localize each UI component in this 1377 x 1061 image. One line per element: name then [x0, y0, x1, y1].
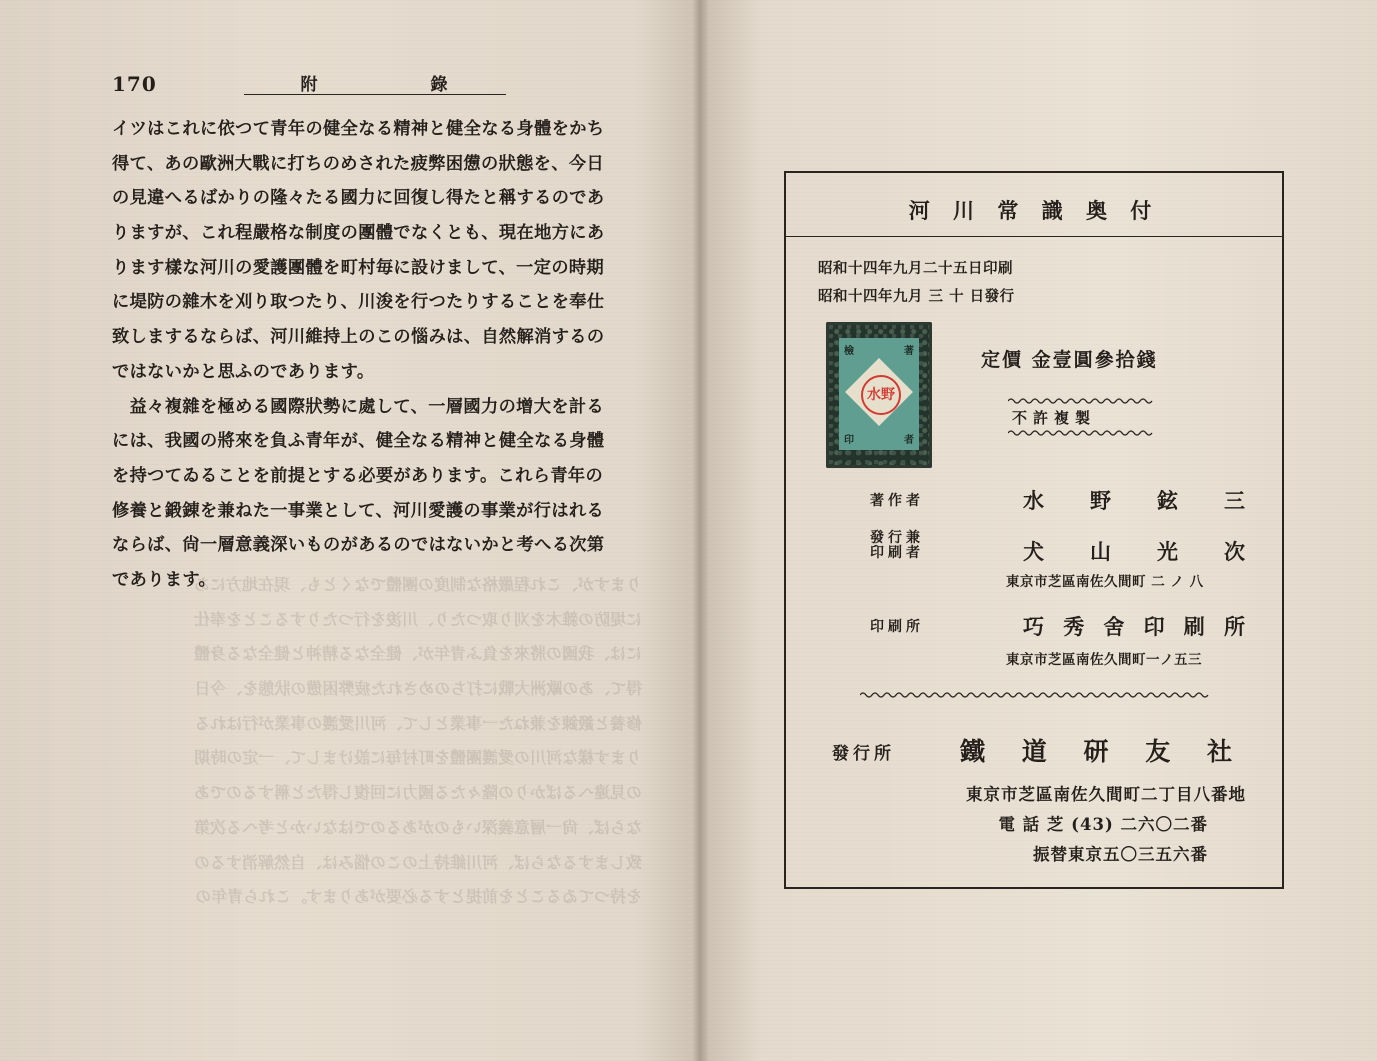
stamp-corner-char: 印 — [844, 435, 854, 446]
wave-rule-bottom — [1008, 429, 1154, 437]
no-reprint-notice: 不許複製 — [1012, 409, 1097, 427]
stamp-corner-char: 著 — [904, 346, 914, 357]
ghost-line: の見違へるばかりの隆々たる國力に回復し得たと稱するのであ — [193, 783, 642, 803]
publisher-printer-name — [1023, 536, 1245, 566]
name-char: 鐵 — [960, 737, 986, 766]
running-title — [244, 70, 504, 95]
author-seal: 水野 — [861, 375, 901, 415]
ghost-line: りますが、これ程嚴格な制度の團體でなくとも、現在地方にあ — [193, 575, 642, 594]
text-line: であります。 — [112, 569, 217, 590]
wave-rule-divider — [860, 691, 1214, 699]
name-char: 印 — [1143, 614, 1165, 639]
name-char: 道 — [1021, 737, 1047, 766]
text-line: の見違へるばかりの隆々たる國力に回復し得たと稱するのであ — [112, 188, 605, 209]
ghost-line: ります樣な河川の愛護團體を町村毎に設けまして、一定の時期 — [194, 748, 642, 768]
publishing-house-phone: 電 話 芝 (43) 二六〇二番 — [998, 815, 1208, 834]
text-line: ではないかと思ふのであります。 — [112, 361, 375, 382]
text-line: に堤防の雜木を刈り取つたり、川浚を行つたりすることを奉仕 — [112, 292, 605, 313]
colophon-title: 河 川 常 識 奥 付 — [908, 198, 1160, 223]
text-line: ります樣な河川の愛護團體を町村毎に設けまして、一定の時期 — [112, 257, 605, 278]
ghost-line: を持つてゐることを前提とする必要があります。これら青年の — [195, 887, 642, 907]
name-char: 秀 — [1063, 614, 1085, 639]
printing-house-role: 印刷所 — [870, 619, 924, 635]
name-char: 巧 — [1023, 614, 1044, 639]
role-line: 發行兼 — [870, 530, 924, 546]
stamp-corner-char: 檢 — [844, 346, 854, 357]
name-char: 次 — [1224, 539, 1245, 564]
name-char: 社 — [1206, 737, 1232, 766]
name-char: 舍 — [1103, 614, 1125, 639]
publishing-house-role: 發行所 — [832, 744, 895, 764]
publishing-house-address: 東京市芝區南佐久間町二丁目八番地 — [966, 785, 1246, 804]
stamp-field — [839, 338, 919, 450]
text-line: ならば、尙一層意義深いものがあるのではないかと考へる次第 — [112, 535, 605, 556]
printing-house-name — [1023, 611, 1245, 641]
body-text — [112, 112, 642, 598]
name-char: 友 — [1145, 737, 1171, 766]
ghost-line: 致しまするならば、河川維持上のこの惱みは、自然解消するの — [193, 852, 642, 872]
name-char: 水 — [1023, 488, 1044, 513]
ghost-line: 得て、あの歐洲大戰に打ちのめされた疲弊困憊の狀態を、今日 — [194, 679, 642, 699]
name-char: 光 — [1157, 539, 1178, 564]
ghost-line: には、我國の將來を負ふ青年が、健全なる精神と健全なる身體 — [193, 644, 642, 664]
ghost-line: ならば、尙一層意義深いものがあるのではないかと考へる次第 — [193, 817, 642, 837]
book-gutter — [692, 0, 708, 1061]
running-title-char: 附 — [300, 75, 318, 95]
text-line: イツはこれに依つて青年の健全なる精神と健全なる身體をかち — [112, 119, 605, 139]
text-line: 益々複雜を極める國際狀勢に處して、一層國力の增大を計る — [112, 396, 605, 417]
publishing-house-name — [960, 732, 1232, 768]
price: 定價 金壹圓參拾錢 — [981, 349, 1158, 371]
author-role: 著作者 — [870, 493, 924, 509]
title-rule — [786, 236, 1282, 237]
ghost-line: に堤防の雜木を刈り取つたり、川浚を行つたりすることを奉仕 — [193, 609, 642, 629]
stamp-corner-char: 者 — [904, 435, 914, 446]
text-line: 得て、あの歐洲大戰に打ちのめされた疲弊困憊の狀態を、今日 — [112, 153, 605, 174]
name-char: 三 — [1224, 488, 1245, 513]
ghost-line: 修養と鍛錬を兼ねた一事業として、河川愛護の事業が行はれる — [194, 713, 642, 733]
text-line: を持つてゐることを前提とする必要があります。これら青年の — [112, 465, 604, 486]
name-char: 研 — [1083, 737, 1109, 766]
colophon-box — [784, 171, 1284, 889]
role-line: 印刷者 — [870, 545, 924, 561]
publishing-house-transfer-account: 振替東京五〇三五六番 — [1033, 845, 1208, 864]
issue-date: 昭和十四年九月 三 十 日發行 — [818, 288, 1015, 305]
name-char: 山 — [1090, 539, 1111, 564]
header-rule — [244, 94, 506, 95]
page-number: 170 — [112, 72, 157, 96]
publisher-printer-role — [870, 531, 924, 561]
wave-rule-top — [1008, 397, 1154, 405]
name-char: 野 — [1090, 488, 1111, 513]
running-title-char: 錄 — [430, 75, 448, 95]
right-page — [708, 0, 1377, 1061]
text-line: りますが、これ程嚴格な制度の團體でなくとも、現在地方にあ — [112, 223, 605, 244]
printing-house-address: 東京市芝區南佐久間町一ノ五三 — [1006, 652, 1202, 668]
name-char: 犬 — [1023, 539, 1044, 564]
text-line: には、我國の將來を負ふ青年が、健全なる精神と健全なる身體 — [112, 431, 605, 452]
show-through-text — [112, 568, 642, 915]
text-line: 致しまするならば、河川維持上のこの惱みは、自然解消するの — [112, 327, 605, 348]
name-char: 鉉 — [1157, 488, 1178, 513]
name-char: 刷 — [1183, 614, 1205, 639]
name-char: 所 — [1223, 614, 1245, 639]
text-line: 修養と鍛錬を兼ねた一事業として、河川愛護の事業が行はれる — [112, 500, 605, 521]
publisher-printer-address: 東京市芝區南佐久間町 二 ノ 八 — [1006, 574, 1204, 590]
author-name — [1023, 485, 1245, 515]
inspection-stamp — [826, 322, 932, 468]
print-date: 昭和十四年九月二十五日印刷 — [818, 260, 1013, 277]
